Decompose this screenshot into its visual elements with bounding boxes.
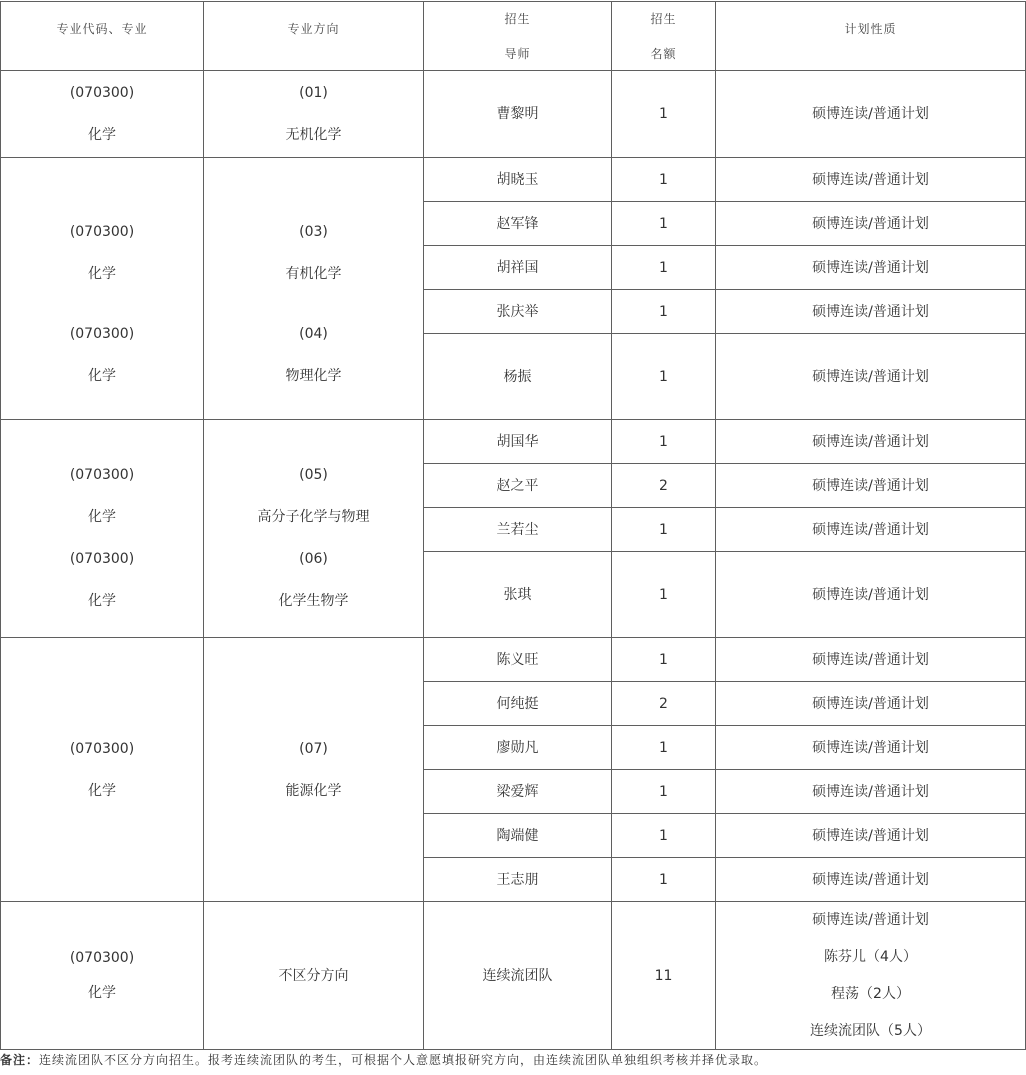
- team-member-line: 连续流团队（5人）: [810, 1023, 931, 1039]
- advisor-cell: 梁爱辉: [424, 770, 612, 814]
- advisor-cell: 赵军锋: [424, 202, 612, 246]
- advisor-cell: 赵之平: [424, 464, 612, 508]
- major-cell: (070300) 化学: [1, 638, 204, 902]
- header-quota: 招生 名额: [612, 2, 716, 71]
- plan-type-cell: 硕博连读/普通计划: [716, 202, 1026, 246]
- quota-cell: 1: [612, 552, 716, 638]
- quota-cell: 1: [612, 814, 716, 858]
- quota-cell: 1: [612, 638, 716, 682]
- plan-type-cell: 硕博连读/普通计划: [716, 858, 1026, 902]
- table-row: [1, 420, 1026, 464]
- table-row: [1, 158, 1026, 202]
- advisor-cell: 张琪: [424, 552, 612, 638]
- plan-type-cell: 硕博连读/普通计划: [716, 334, 1026, 420]
- plan-type-cell: 硕博连读/普通计划: [716, 71, 1026, 158]
- major-cell: (070300) 化学: [1, 71, 204, 158]
- plan-type-cell: 硕博连读/普通计划: [716, 638, 1026, 682]
- header-plan-type: 计划性质: [716, 2, 1026, 71]
- quota-cell: 1: [612, 290, 716, 334]
- quota-cell: 1: [612, 770, 716, 814]
- major-cell: (070300) 化学: [1, 902, 204, 1050]
- quota-cell: 1: [612, 726, 716, 770]
- quota-cell: 11: [612, 902, 716, 1050]
- advisor-cell: 胡晓玉: [424, 158, 612, 202]
- quota-cell: 1: [612, 158, 716, 202]
- quota-cell: 1: [612, 508, 716, 552]
- direction-cell: (01) 无机化学: [204, 71, 424, 158]
- major-cell: (070300) 化学 (070300) 化学: [1, 158, 204, 420]
- advisor-cell: 何纯挺: [424, 682, 612, 726]
- advisor-cell: 陶端健: [424, 814, 612, 858]
- major-cell: (070300) 化学 (070300) 化学: [1, 420, 204, 638]
- advisor-cell: 张庆举: [424, 290, 612, 334]
- header-direction: 专业方向: [204, 2, 424, 71]
- plan-type-cell: 硕博连读/普通计划: [716, 508, 1026, 552]
- advisor-cell: 胡国华: [424, 420, 612, 464]
- table-row: [1, 638, 1026, 682]
- team-member-line: 程荡（2人）: [831, 986, 910, 1002]
- quota-cell: 1: [612, 202, 716, 246]
- plan-type-cell: 硕博连读/普通计划 陈芬儿（4人） 程荡（2人） 连续流团队（5人）: [716, 902, 1026, 1050]
- advisor-cell: 胡祥国: [424, 246, 612, 290]
- advisor-cell: 陈义旺: [424, 638, 612, 682]
- footnote: [0, 1052, 1026, 1068]
- direction-cell: (03) 有机化学 (04) 物理化学: [204, 158, 424, 420]
- plan-type-cell: 硕博连读/普通计划: [716, 552, 1026, 638]
- plan-type-cell: 硕博连读/普通计划: [716, 682, 1026, 726]
- quota-cell: 1: [612, 246, 716, 290]
- footnote-text: 连续流团队不区分方向招生。报考连续流团队的考生，可根据个人意愿填报研究方向，由连续流团队单独组织考核并择优录取。: [39, 1053, 768, 1067]
- footnote-label: 备注: [0, 1053, 27, 1067]
- plan-type-cell: 硕博连读/普通计划: [716, 246, 1026, 290]
- direction-cell: (05) 高分子化学与物理 (06) 化学生物学: [204, 420, 424, 638]
- quota-cell: 1: [612, 334, 716, 420]
- advisor-cell: 兰若尘: [424, 508, 612, 552]
- quota-cell: 1: [612, 858, 716, 902]
- header-advisor: 招生 导师: [424, 2, 612, 71]
- advisor-cell: 杨振: [424, 334, 612, 420]
- advisor-cell: 连续流团队: [424, 902, 612, 1050]
- quota-cell: 2: [612, 682, 716, 726]
- header-major-code: 专业代码、专业: [1, 2, 204, 71]
- plan-type-cell: 硕博连读/普通计划: [716, 814, 1026, 858]
- quota-cell: 1: [612, 71, 716, 158]
- table-header-row: [1, 2, 1026, 71]
- advisor-cell: 王志朋: [424, 858, 612, 902]
- advisor-cell: 廖勋凡: [424, 726, 612, 770]
- enrollment-plan-table: [0, 1, 1026, 1050]
- table-row: [1, 71, 1026, 158]
- plan-type-cell: 硕博连读/普通计划: [716, 464, 1026, 508]
- plan-type-cell: 硕博连读/普通计划: [716, 158, 1026, 202]
- plan-type-cell: 硕博连读/普通计划: [716, 420, 1026, 464]
- footnote-colon: ：: [26, 1053, 40, 1067]
- direction-cell: 不区分方向: [204, 902, 424, 1050]
- quota-cell: 1: [612, 420, 716, 464]
- plan-type-cell: 硕博连读/普通计划: [716, 726, 1026, 770]
- table-row: [1, 902, 1026, 1050]
- direction-cell: (07) 能源化学: [204, 638, 424, 902]
- team-member-line: 陈芬儿（4人）: [824, 949, 917, 965]
- quota-cell: 2: [612, 464, 716, 508]
- plan-type-cell: 硕博连读/普通计划: [716, 770, 1026, 814]
- plan-type-cell: 硕博连读/普通计划: [716, 290, 1026, 334]
- advisor-cell: 曹黎明: [424, 71, 612, 158]
